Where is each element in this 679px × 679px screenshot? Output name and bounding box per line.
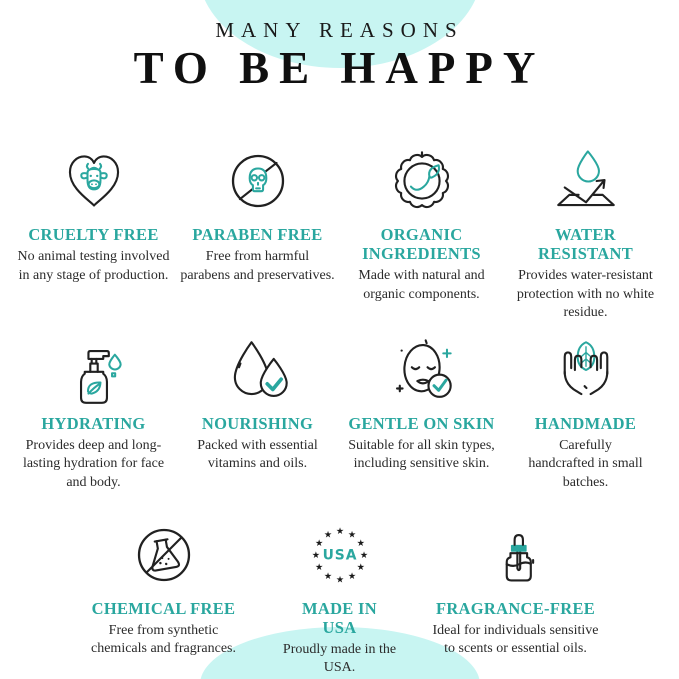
svg-text:★: ★	[314, 538, 323, 550]
svg-text:★: ★	[311, 550, 320, 562]
feature-title: CHEMICAL FREE	[91, 598, 236, 618]
svg-text:★: ★	[314, 562, 323, 574]
svg-text:★: ★	[356, 562, 365, 574]
feature-fragrance-free	[428, 516, 604, 678]
svg-text:★: ★	[347, 529, 356, 541]
feature-paraben-free	[176, 142, 340, 322]
feature-title: WATER RESISTANT	[537, 225, 633, 264]
feature-description: Provides water-resistant protection with no white residue.	[516, 268, 655, 321]
feature-description: Suitable for all skin types, including sensitive skin.	[348, 437, 495, 472]
svg-text:★: ★	[335, 526, 344, 538]
no-skull-icon	[180, 142, 336, 220]
features-row-3	[0, 516, 679, 678]
page-title: TO BE HAPPY	[133, 43, 546, 93]
feature-title: GENTLE ON SKIN	[348, 413, 495, 433]
feature-title: HANDMADE	[534, 413, 637, 433]
no-flask-icon	[80, 516, 248, 594]
feature-title: PARABEN FREE	[192, 225, 323, 245]
feature-description: Free from harmful parabens and preservatives.	[180, 249, 335, 283]
leaf-badge-icon	[344, 142, 500, 220]
feature-title: HYDRATING	[41, 413, 146, 433]
lotion-pump-icon	[16, 331, 172, 409]
features-row-1	[0, 142, 679, 322]
feature-title: CRUELTY FREE	[28, 225, 159, 245]
droplets-check-icon	[180, 331, 336, 409]
feature-description: Ideal for individuals sensitive to scents or essential oils.	[432, 622, 599, 657]
droplet-bounce-icon	[508, 142, 664, 220]
feature-chemical-free	[76, 516, 252, 678]
usa-stars-icon	[256, 516, 424, 594]
feature-description: Packed with essential vitamins and oils.	[197, 437, 318, 472]
feature-cruelty-free	[12, 142, 176, 322]
face-check-icon	[344, 331, 500, 409]
header-eyebrow: MANY REASONS	[215, 18, 464, 42]
svg-text:★: ★	[347, 571, 356, 583]
feature-description: Free from synthetic chemicals and fragrances.	[91, 622, 236, 657]
feature-title: NOURISHING	[201, 413, 314, 433]
feature-handmade	[504, 331, 668, 492]
svg-text:★: ★	[359, 550, 368, 562]
feature-water-resistant	[504, 142, 668, 322]
feature-description: Proudly made in the USA.	[282, 641, 397, 676]
svg-text:★: ★	[356, 538, 365, 550]
feature-description: No animal testing involved in any stage of production.	[17, 249, 170, 283]
feature-made-in-usa	[252, 516, 428, 678]
feature-description: Made with natural and organic components.	[358, 268, 485, 302]
svg-text:★: ★	[323, 571, 332, 583]
usa-badge-text: USA	[322, 547, 357, 564]
svg-text:★: ★	[335, 574, 344, 586]
dropper-bottle-icon	[432, 516, 600, 594]
feature-description: Provides deep and long-lasting hydration for face and body.	[22, 437, 165, 490]
feature-organic-ingredients	[340, 142, 504, 322]
feature-gentle-on-skin	[340, 331, 504, 492]
hands-leaf-icon	[508, 331, 664, 409]
header	[0, 0, 679, 92]
feature-nourishing	[176, 331, 340, 492]
svg-text:★: ★	[323, 529, 332, 541]
feature-title: MADE IN USA	[302, 598, 377, 637]
feature-hydrating	[12, 331, 176, 492]
feature-title: FRAGRANCE-FREE	[435, 598, 596, 618]
feature-title: ORGANIC INGREDIENTS	[362, 225, 481, 264]
feature-description: Carefully handcrafted in small batches.	[528, 437, 643, 490]
cow-heart-icon	[16, 142, 172, 220]
features-row-2	[0, 331, 679, 492]
